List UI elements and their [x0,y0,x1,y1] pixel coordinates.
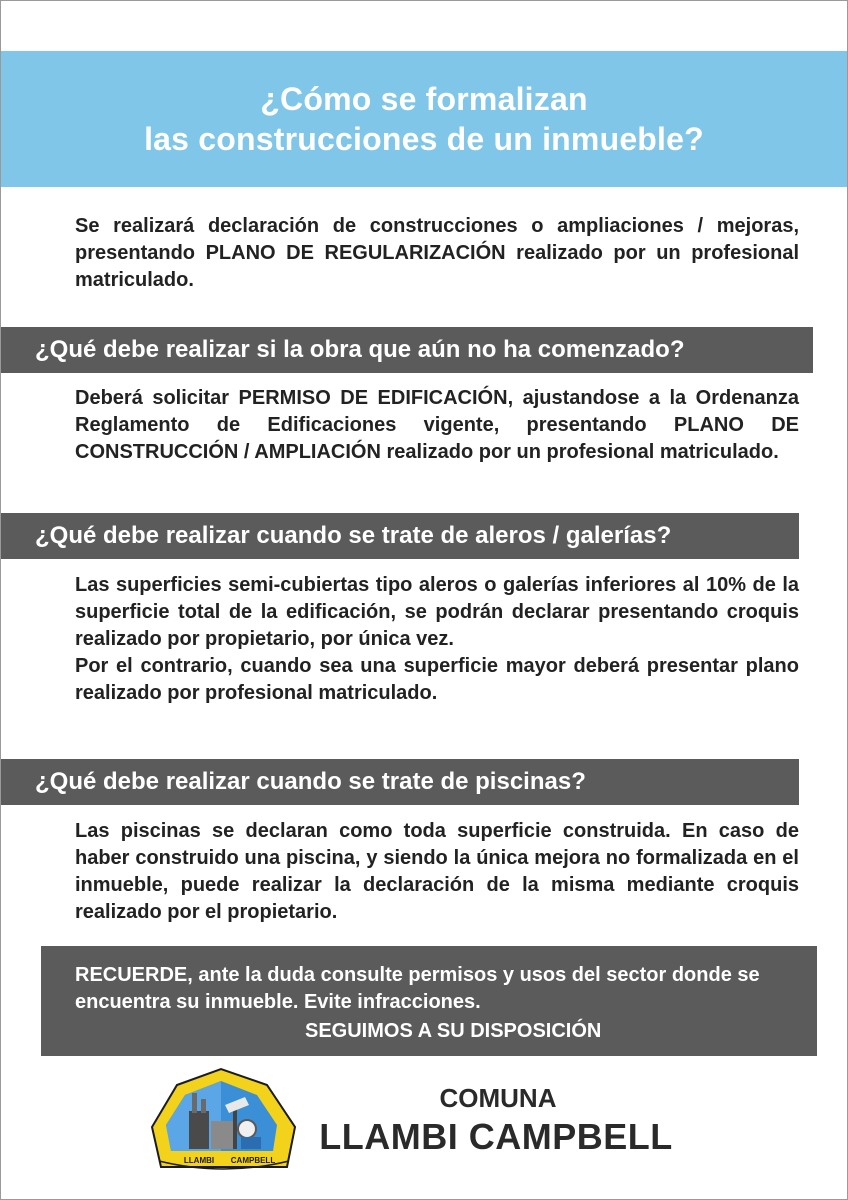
reminder-closing: SEGUIMOS A SU DISPOSICIÓN [305,1020,602,1042]
section-paragraph-aleros: Las superficies semi-cubiertas tipo aleros o galerías inferiores al 10% de la superficie total de la edificación, se podrán declarar presentando croquis realizado por propietario, por única vez. Por el contrario, cuando sea una superficie mayor deberá presentar plano realizado por profesional matriculado. [75,574,799,704]
section-heading-obra: ¿Qué debe realizar si la obra que aún no ha comenzado? [1,327,813,373]
reminder-box [41,946,817,1056]
section-paragraph-piscinas: Las piscinas se declaran como toda superficie construida. En caso de haber construido una piscina, y siendo la única mejora no formalizada en el inmueble, puede realizar la declaración de la misma mediante croquis realizado por el propietario. [75,820,799,923]
intro-highlight: PLANO DE REGULARIZACIÓN [205,242,506,264]
comuna-seal-logo [149,1065,299,1173]
section-heading-piscinas: ¿Qué debe realizar cuando se trate de piscinas? [1,759,799,805]
org-name: LLAMBI CAMPBELL [319,1116,673,1157]
intro-paragraph: Se realizará declaración de construcciones o ampliaciones / mejoras, presentando PLANO DE REGULARIZACIÓN realizado por un profesional matriculado. [75,215,800,291]
title-line-2: las construcciones de un inmueble? [144,121,704,157]
title-line-1: ¿Cómo se formalizan [260,81,588,117]
section-heading-aleros: ¿Qué debe realizar cuando se trate de aleros / galerías? [1,513,799,559]
seal-text-left: LLAMBI [183,1156,215,1165]
reminder-text: RECUERDE, ante la duda consulte permisos y usos del sector donde se encuentra su inmueble. Evite infracciones. [75,964,760,1013]
title-banner [1,51,847,187]
seal-text-right: CAMPBELL [230,1156,276,1165]
org-label: COMUNA [439,1083,557,1113]
section-paragraph-obra: Deberá solicitar PERMISO DE EDIFICACIÓN, ajustandose a la Ordenanza Reglamento de Edificaciones vigente, presentando PLANO DE CONSTRUCCIÓN / AMPLIACIÓN realizado por un profesional matriculado. [75,387,800,463]
